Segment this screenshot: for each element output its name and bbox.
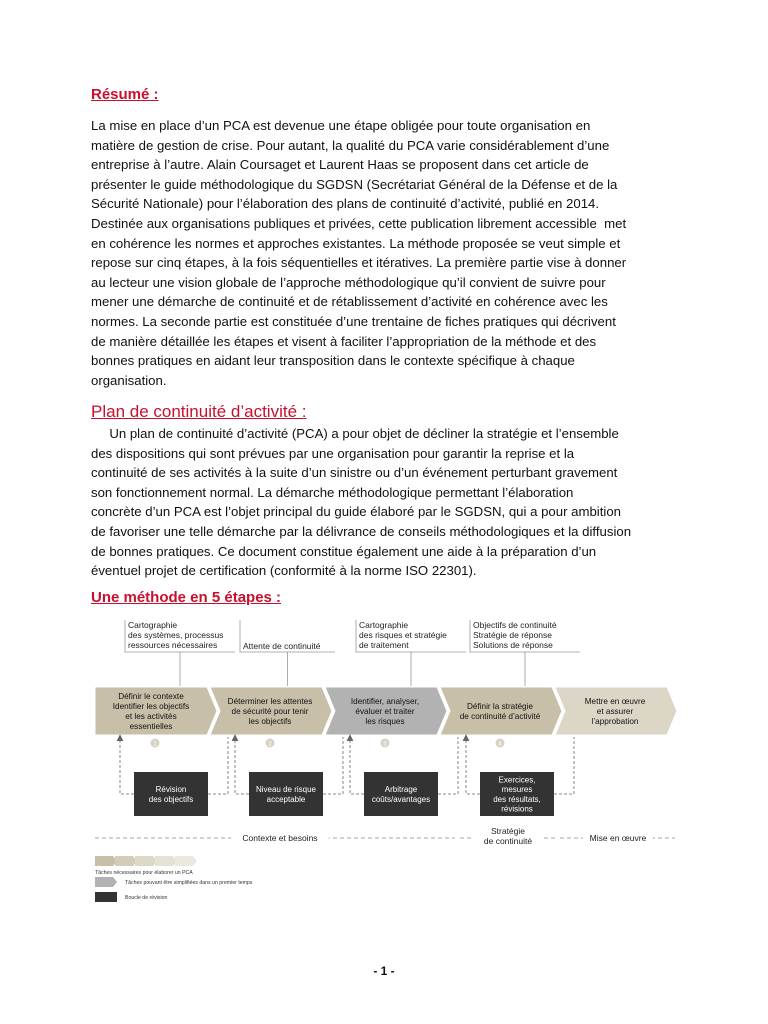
legend-swatch	[95, 856, 117, 866]
loop-arrow	[232, 735, 238, 741]
text-line: présenter le guide méthodologique du SGDSN (Secrétariat Général de la Défense et de la	[91, 176, 618, 192]
step-text: et les activités	[125, 712, 177, 721]
note-text: ressources nécessaires	[128, 640, 218, 650]
step-number: 4	[498, 741, 502, 748]
note-text: Cartographie	[128, 620, 178, 630]
text-line: entreprise à l’autre. Alain Coursaget et Laurent Haas se proposent dans cet article de	[91, 157, 589, 173]
legend-swatch	[115, 856, 137, 866]
loop-line	[466, 735, 480, 794]
step-text: Identifier les objectifs	[112, 702, 190, 711]
step-number: 2	[268, 741, 272, 748]
note-text: Attente de continuité	[243, 641, 321, 651]
loop-text: des résultats,	[493, 794, 541, 804]
methode-heading: Une méthode en 5 étapes :	[91, 589, 282, 606]
loop-text: acceptable	[266, 794, 306, 804]
step-number: 3	[383, 741, 387, 748]
step-text: Déterminer les attentes	[227, 697, 313, 706]
legend-text: Tâches pouvant être simplifiées dans un premier temps	[125, 880, 253, 886]
loop-text: Niveau de risque	[255, 785, 317, 795]
legend-text: Tâches nécessaires pour élaborer un PCA	[95, 870, 193, 876]
text-line: concrète d’un PCA est l’objet principal du guide élaboré par le SGDSN, qui a pour ambition	[91, 504, 622, 520]
step-text: et assurer	[596, 707, 634, 716]
loop-text: révisions	[501, 804, 533, 814]
text-line: Un plan de continuité d’activité (PCA) a pour objet de décliner la stratégie et l’ensemble	[91, 426, 619, 441]
loop-arrow	[463, 735, 469, 741]
resume-paragraph	[91, 116, 683, 390]
legend-swatch	[175, 856, 197, 866]
text-line: La mise en place d’un PCA est devenue une étape obligée pour toute organisation en	[91, 118, 591, 133]
text-line: en cohérence les normes et approches existantes. La méthode proposée se veut simple et	[91, 235, 621, 251]
legend-swatch	[95, 877, 117, 887]
pca-paragraph	[91, 424, 683, 581]
step-text: les objectifs	[248, 717, 292, 726]
text-line: repose sur cinq étapes, à la fois séquentielles et itératives. La première partie vise à donner	[91, 255, 627, 271]
legend-swatch	[155, 856, 177, 866]
loop-line	[554, 737, 574, 794]
note-text: des risques et stratégie	[359, 630, 447, 640]
text-line: organisation.	[91, 372, 167, 388]
loop-line	[208, 737, 228, 794]
loop-line	[438, 737, 458, 794]
step-text: évaluer et traiter	[355, 707, 415, 716]
step-text: Identifier, analyser,	[350, 697, 420, 706]
step-text: Définir le contexte	[118, 692, 184, 701]
phase-label: de continuité	[483, 836, 533, 846]
text-line: continuité de ses activités à la suite d’un sinistre ou d’un événement perturbant gravement	[91, 465, 618, 481]
note-text: Objectifs de continuité	[473, 620, 557, 630]
phase-label: Mise en œuvre	[589, 833, 647, 843]
pca-heading: Plan de continuité d’activité :	[91, 402, 307, 421]
legend-text: Boucle de révision	[125, 895, 168, 901]
loop-line	[120, 735, 134, 794]
text-line: Sécurité Nationale) pour l’élaboration des plans de continuité d’activité, publié en 2014.	[91, 196, 600, 212]
loop-text: coûts/avantages	[371, 794, 431, 804]
step-text: essentielles	[129, 722, 173, 731]
loop-text: Révision	[155, 785, 187, 795]
text-line: son fonctionnement normal. La démarche méthodologique permettant l’élaboration	[91, 484, 574, 500]
step-text: l’approbation	[591, 717, 639, 726]
phase-label: Contexte et besoins	[242, 833, 318, 843]
note-text: des systèmes, processus	[128, 630, 224, 640]
step-text: les risques	[365, 717, 405, 726]
step-text: Mettre en œuvre	[584, 697, 646, 706]
step-text: de continuité d’activité	[459, 712, 541, 721]
phase-label: Stratégie	[490, 826, 526, 836]
text-line: matière de gestion de crise. Pour autant, la qualité du PCA varie considérablement d’une	[91, 137, 610, 153]
step-text: Définir la stratégie	[467, 702, 533, 711]
loop-line	[235, 735, 249, 794]
note-text: Stratégie de réponse	[473, 630, 552, 640]
text-line: de favoriser une telle démarche par la délivrance de conseils méthodologiques et la diffusion	[91, 523, 632, 539]
loop-text: des objectifs	[148, 794, 194, 804]
legend-swatch	[135, 856, 157, 866]
text-line: normes. La seconde partie est constituée d’une trentaine de fiches pratiques qui décrivent	[91, 313, 616, 329]
text-line: mener une démarche de continuité et de rétablissement d’activité en cohérence avec les	[91, 294, 608, 310]
loop-text: Arbitrage	[384, 785, 418, 795]
step-number: 1	[153, 741, 157, 748]
text-line: des dispositions qui sont prévues par une organisation pour garantir la reprise et la	[91, 445, 575, 461]
loop-text: mesures	[501, 785, 533, 795]
text-line: de manière détaillée les étapes et visent à faciliter l’appropriation de la méthode et des	[91, 333, 597, 349]
text-line: Destinée aux organisations publiques et privées, cette publication librement accessible met	[91, 215, 627, 231]
step-text: de sécurité pour tenir	[231, 707, 309, 716]
step-chevron	[440, 687, 562, 735]
resume-heading: Résumé :	[91, 86, 159, 103]
loop-line	[323, 737, 343, 794]
note-text: Cartographie	[359, 620, 409, 630]
pca-method-diagram	[90, 612, 680, 902]
text-line: bonnes pratiques en aidant leur transposition dans le contexte spécifique à chaque	[91, 353, 575, 369]
loop-arrow	[347, 735, 353, 741]
loop-line	[350, 735, 364, 794]
page-number: - 1 -	[373, 964, 395, 978]
legend-swatch	[95, 892, 117, 902]
loop-arrow	[117, 735, 123, 741]
text-line: éventuel projet de certification (conformité à la norme ISO 22301).	[91, 563, 477, 579]
text-line: au lecteur une vision globale de l’approche méthodologique qu’il convient de suivre pour	[91, 274, 606, 290]
note-text: Solutions de réponse	[473, 640, 553, 650]
loop-text: Exercices,	[498, 775, 536, 785]
note-text: de traitement	[359, 640, 409, 650]
text-line: de bonnes pratiques. Ce document constitue également une aide à la préparation d’un	[91, 543, 597, 559]
